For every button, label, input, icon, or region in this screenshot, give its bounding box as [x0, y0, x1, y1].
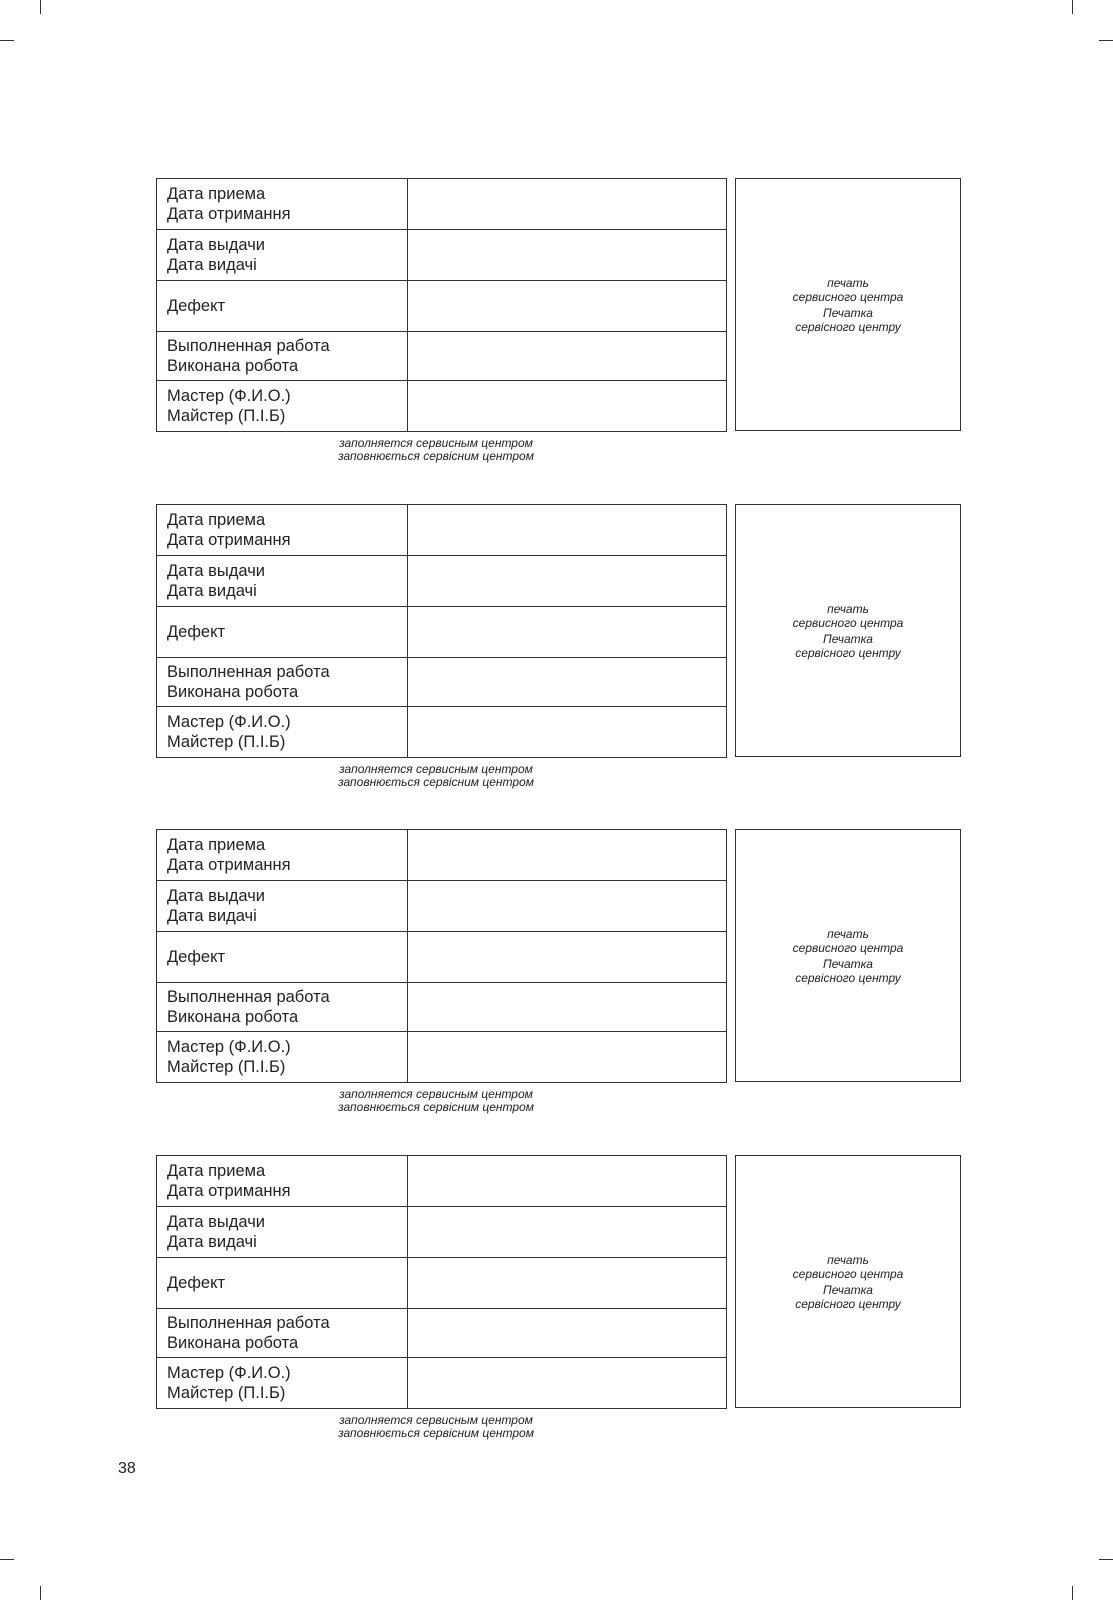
- crop-mark-top-right: [1072, 0, 1073, 14]
- row-label-technician: Мастер (Ф.И.О.) Майстер (П.І.Б): [157, 1032, 408, 1083]
- row-label-date-issued: Дата выдачи Дата видачі: [157, 556, 408, 607]
- filled-by-service-note: заполняется сервисным центром заповнюється сервісним центром: [338, 1087, 534, 1114]
- stamp-text-ua-line2: сервісного центру: [795, 645, 901, 660]
- field-work-done[interactable]: [408, 983, 727, 1032]
- table-row: [157, 607, 727, 658]
- field-date-received[interactable]: [408, 505, 727, 556]
- field-date-received[interactable]: [408, 179, 727, 230]
- field-work-done[interactable]: [408, 658, 727, 707]
- row-label-date-issued: Дата выдачи Дата видачі: [157, 1207, 408, 1258]
- table-row: [157, 1156, 727, 1207]
- stamp-text-ru-line2: сервисного центра: [792, 940, 904, 955]
- field-technician[interactable]: [408, 707, 727, 758]
- service-record-table: [156, 829, 727, 1083]
- table-row: [157, 179, 727, 230]
- service-record-block-2: [156, 504, 963, 794]
- stamp-text-ru-line2: сервисного центра: [792, 615, 904, 630]
- table-row: [157, 1032, 727, 1083]
- stamp-text-ua-line2: сервісного центру: [795, 1296, 901, 1311]
- row-label-technician: Мастер (Ф.И.О.) Майстер (П.І.Б): [157, 707, 408, 758]
- field-date-issued[interactable]: [408, 230, 727, 281]
- filled-by-service-note: заполняется сервисным центром заповнюється сервісним центром: [338, 1413, 534, 1440]
- field-defect[interactable]: [408, 932, 727, 983]
- table-row: [157, 556, 727, 607]
- field-date-issued[interactable]: [408, 1207, 727, 1258]
- service-center-stamp-box: [735, 1155, 961, 1408]
- field-technician[interactable]: [408, 381, 727, 432]
- service-center-stamp-box: [735, 829, 961, 1082]
- row-label-work-done: Выполненная работа Виконана робота: [157, 658, 408, 707]
- row-label-defect: Дефект: [157, 1258, 408, 1309]
- row-label-date-received: Дата приема Дата отримання: [157, 830, 408, 881]
- row-label-defect: Дефект: [157, 281, 408, 332]
- stamp-text-ru-line1: печать: [827, 601, 869, 616]
- stamp-text-ru-line1: печать: [827, 275, 869, 290]
- row-label-technician: Мастер (Ф.И.О.) Майстер (П.І.Б): [157, 1358, 408, 1409]
- stamp-text-ru-line1: печать: [827, 926, 869, 941]
- stamp-text-ru-line2: сервисного центра: [792, 1266, 904, 1281]
- row-label-date-received: Дата приема Дата отримання: [157, 1156, 408, 1207]
- table-row: [157, 1258, 727, 1309]
- stamp-text-ru-line1: печать: [827, 1252, 869, 1267]
- row-label-work-done: Выполненная работа Виконана робота: [157, 983, 408, 1032]
- field-technician[interactable]: [408, 1032, 727, 1083]
- crop-mark-right-top: [1099, 40, 1113, 41]
- crop-mark-bottom-left: [40, 1586, 41, 1600]
- row-label-defect: Дефект: [157, 932, 408, 983]
- table-row: [157, 881, 727, 932]
- field-date-received[interactable]: [408, 830, 727, 881]
- stamp-text-ua-line1: Печатка: [823, 956, 873, 971]
- row-label-date-received: Дата приема Дата отримання: [157, 179, 408, 230]
- service-record-table: [156, 178, 727, 432]
- stamp-text-ua-line2: сервісного центру: [795, 319, 901, 334]
- crop-mark-left-bottom: [0, 1559, 14, 1560]
- row-label-technician: Мастер (Ф.И.О.) Майстер (П.І.Б): [157, 381, 408, 432]
- row-label-defect: Дефект: [157, 607, 408, 658]
- table-row: [157, 830, 727, 881]
- stamp-text-ua-line1: Печатка: [823, 631, 873, 646]
- filled-by-service-note: заполняется сервисным центром заповнюється сервісним центром: [338, 762, 534, 789]
- field-date-received[interactable]: [408, 1156, 727, 1207]
- row-label-date-issued: Дата выдачи Дата видачі: [157, 881, 408, 932]
- table-row: [157, 230, 727, 281]
- crop-mark-left-top: [0, 40, 14, 41]
- field-defect[interactable]: [408, 281, 727, 332]
- table-row: [157, 505, 727, 556]
- field-defect[interactable]: [408, 1258, 727, 1309]
- crop-mark-top-left: [40, 0, 41, 14]
- stamp-text-ua-line1: Печатка: [823, 305, 873, 320]
- table-row: [157, 332, 727, 381]
- crop-mark-bottom-right: [1072, 1586, 1073, 1600]
- table-row: [157, 1358, 727, 1409]
- field-technician[interactable]: [408, 1358, 727, 1409]
- row-label-date-issued: Дата выдачи Дата видачі: [157, 230, 408, 281]
- service-record-block-1: [156, 178, 963, 468]
- service-center-stamp-box: [735, 178, 961, 431]
- field-date-issued[interactable]: [408, 881, 727, 932]
- crop-mark-right-bottom: [1099, 1559, 1113, 1560]
- table-row: [157, 932, 727, 983]
- table-row: [157, 983, 727, 1032]
- field-work-done[interactable]: [408, 332, 727, 381]
- field-date-issued[interactable]: [408, 556, 727, 607]
- table-row: [157, 281, 727, 332]
- table-row: [157, 1207, 727, 1258]
- service-record-table: [156, 1155, 727, 1409]
- stamp-text-ua-line2: сервісного центру: [795, 970, 901, 985]
- page-number: 38: [118, 1460, 136, 1477]
- table-row: [157, 1309, 727, 1358]
- service-record-table: [156, 504, 727, 758]
- service-record-block-4: [156, 1155, 963, 1445]
- service-record-block-3: [156, 829, 963, 1119]
- table-row: [157, 707, 727, 758]
- row-label-work-done: Выполненная работа Виконана робота: [157, 332, 408, 381]
- stamp-text-ua-line1: Печатка: [823, 1282, 873, 1297]
- field-defect[interactable]: [408, 607, 727, 658]
- table-row: [157, 658, 727, 707]
- service-center-stamp-box: [735, 504, 961, 757]
- filled-by-service-note: заполняется сервисным центром заповнюється сервісним центром: [338, 436, 534, 463]
- row-label-work-done: Выполненная работа Виконана робота: [157, 1309, 408, 1358]
- stamp-text-ru-line2: сервисного центра: [792, 289, 904, 304]
- table-row: [157, 381, 727, 432]
- field-work-done[interactable]: [408, 1309, 727, 1358]
- row-label-date-received: Дата приема Дата отримання: [157, 505, 408, 556]
